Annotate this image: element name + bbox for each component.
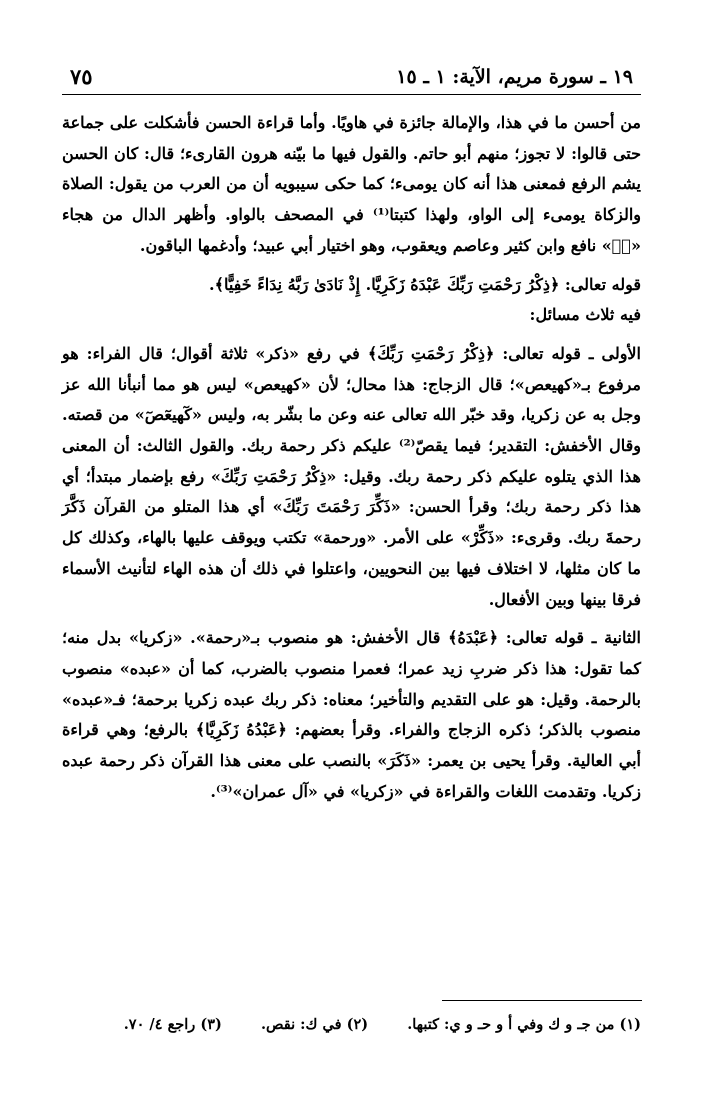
footnotes bbox=[62, 1016, 641, 1033]
running-header bbox=[62, 60, 641, 95]
paragraph-first-issue: الأولى ـ قوله تعالى: ﴿ذِكْرُ رَحْمَتِ رَبِّكَ﴾ في رفع «ذكر» ثلاثة أقوال؛ قال الفراء: هو مرفوع بـ«كهيعص»؛ قال الزجاج: هذا محال؛ لأن «كهيعص» ليس هو مما أنبأنا الله عز وجل به عن زكريا، وقد خبّر الله تعالى عنه وعن ما بشّر به، وليس «كٓهيعٓصٓ» من قصته. وقال الأخفش: التقدير؛ فيما يقصّ⁽²⁾ عليكم ذكر رحمة ربك. والقول الثالث: أن المعنى هذا الذي يتلوه عليكم ذكر رحمة ربك. وقيل: «ذِكْرُ رَحْمَتِ رَبِّكَ» رفع بإضمار مبتدأ؛ أي هذا ذكر رحمة ربك؛ وقرأ الحسن: «ذَكِّرَ رَحْمَتَ رَبِّكَ» أي هذا المتلو من القرآن ذَكَّرَ رحمةَ ربك. وقرىء: «ذَكِّرْ» على الأمر. «ورحمة» تكتب ويوقف عليها بالهاء، وكذلك كل ما كان مثلها، لا اختلاف فيها بين النحويين، واعتلوا في ذلك أن هذه الهاء لتأنيث الأسماء فرقا بينها وبين الأفعال. bbox=[62, 343, 641, 609]
paragraph-verse-quote: قوله تعالى: ﴿ذِكْرُ رَحْمَتِ رَبِّكَ عَبْدَهُ زَكَرِيَّا. إِذْ نَادَىٰ رَبَّهُ نِدَاءً خَفِيًّا﴾. bbox=[209, 274, 641, 294]
footnote-divider bbox=[442, 1000, 642, 1001]
chapter-verse-title: ١٩ ـ سورة مريم، الآية: ١ ـ ١٥ bbox=[396, 66, 633, 88]
footnote-2: (٢) في ك: نقص. bbox=[260, 1016, 369, 1033]
paragraph-three-issues: فيه ثلاث مسائل: bbox=[529, 305, 641, 325]
paragraph-second-issue: الثانية ـ قوله تعالى: ﴿عَبْدَهُ﴾ قال الأخفش: هو منصوب بـ«رحمة». «زكريا» بدل منه؛ كما تقول: هذا ذكر ضربِ زيد عمرا؛ فعمرا منصوب بالضرب، كما أن «عبده» منصوب بالرحمة. وقيل: هو على التقديم والتأخير؛ معناه: ذكر ربك عبده زكريا برحمة؛ فـ«عبده» منصوب بالذكر؛ ذكره الزجاج والفراء. وقرأ بعضهم: ﴿عَبْدُهُ زَكَرِيَّا﴾ بالرفع؛ وهي قراءة أبي العالية. وقرأ يحيى بن يعمر: «ذَكَرَ» بالنصب على معنى هذا القرآن ذكر رحمة عبده زكريا. وتقدمت اللغات والقراءة في «زكريا» في «آل عمران»⁽³⁾. bbox=[62, 628, 641, 801]
footnote-1: (١) من جـ و ك وفي أ و حـ و ي: كتبها. bbox=[407, 1016, 641, 1033]
paragraph-hasan-reading: من أحسن ما في هذا، والإمالة جائزة في هاويًا. وأما قراءة الحسن فأشكلت على جماعة حتى قالوا: لا تجوز؛ منهم أبو حاتم. والقول فيها ما بيّنه هرون القارىء؛ قال: كان الحسن يشم الرفع فمعنى هذا أنه كان يومىء؛ كما حكى سيبويه أن من العرب من يقول: الصلاة والزكاة يومىء إلى الواو، ولهذا كتبتا⁽¹⁾ في المصحف بالواو. وأظهر الدال من هجاء «صۤ» نافع وابن كثير وعاصم ويعقوب، وهو اختيار أبي عبيد؛ وأدغمها الباقون. bbox=[62, 113, 642, 255]
page-number: ٧٥ bbox=[70, 64, 93, 89]
main-text bbox=[62, 108, 641, 807]
footnote-3: (٣) راجع ٤/ ٧٠. bbox=[123, 1016, 222, 1033]
